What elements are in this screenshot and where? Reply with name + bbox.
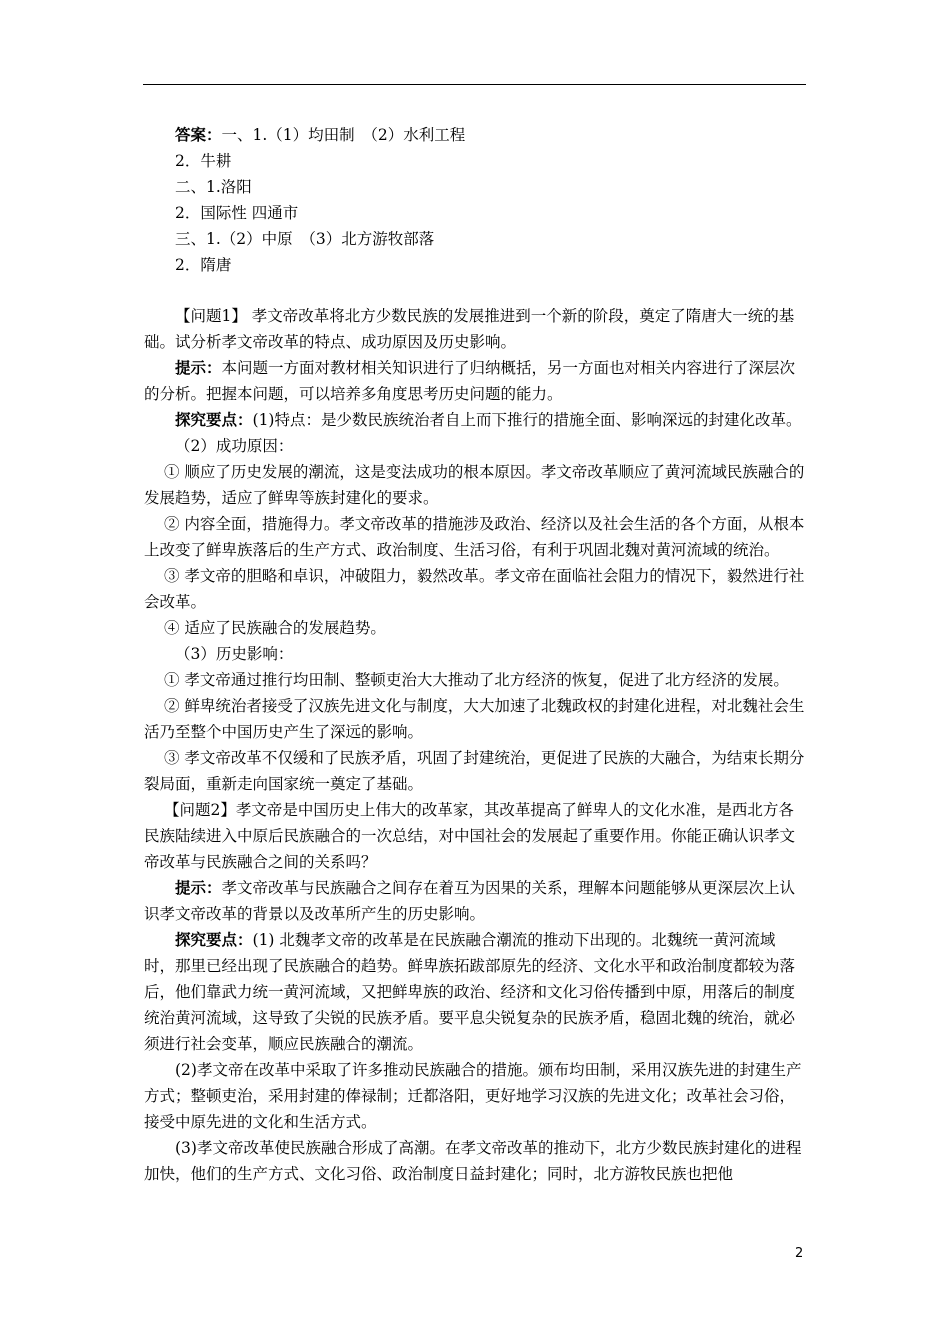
answers-line-6: 2．隋唐 [175,256,232,274]
question-1-impact-1: ① 孝文帝通过推行均田制、整顿吏治大大推动了北方经济的恢复，促进了北方经济的发展。 [164,671,789,689]
question-1-reason-4: ④ 适应了民族融合的发展趋势。 [164,619,386,637]
answers-line-2: 2．牛耕 [175,152,232,170]
question-2-section [144,797,806,1187]
answers-section [144,122,806,278]
question-1-reason-1: ① 顺应了历史发展的潮流，这是变法成功的根本原因。孝文帝改革顺应了黄河流域民族融合的发展趋势，适应了鲜卑等族封建化的要求。 [144,463,805,507]
page-number: 2 [795,1246,804,1261]
question-1-impact-2: ② 鲜卑统治者接受了汉族先进文化与制度，大大加速了北魏政权的封建化进程，对北魏社会生活乃至整个中国历史产生了深远的影响。 [144,697,805,741]
question-2-title: 【问题2】 [164,801,236,819]
question-2-key-point-3: (3)孝文帝改革使民族融合形成了高潮。在孝文帝改革的推动下，北方少数民族封建化的进程加快，他们的生产方式、文化习俗、政治制度日益封建化；同时，北方游牧民族也把他 [144,1139,802,1183]
question-1-impact-3: ③ 孝文帝改革不仅缓和了民族矛盾，巩固了封建统治，更促进了民族的大融合，为结束长期分裂局面，重新走向国家统一奠定了基础。 [144,749,805,793]
question-1-prompt: 【问题1】 孝文帝改革将北方少数民族的发展推进到一个新的阶段，奠定了隋唐大一统的基础。试分析孝文帝改革的特点、成功原因及历史影响。 [144,307,795,351]
question-1-reason-3: ③ 孝文帝的胆略和卓识，冲破阻力，毅然改革。孝文帝在面临社会阻力的情况下，毅然进行社会改革。 [144,567,805,611]
question-1-section [144,303,806,797]
answers-line-1: 答案：一、1.（1）均田制 （2）水利工程 [175,125,466,144]
answers-label: 答案： [175,125,222,144]
answers-line-4: 2．国际性 四通市 [175,204,299,222]
question-1-reason-2: ② 内容全面，措施得力。孝文帝改革的措施涉及政治、经济以及社会生活的各个方面，从根本上改变了鲜卑族落后的生产方式、政治制度、生活习俗，有利于巩固北魏对黄河流域的统治。 [144,515,805,559]
question-1-hint: 提示：本问题一方面对教材相关知识进行了归纳概括，另一方面也对相关内容进行了深层次的分析。把握本问题，可以培养多角度思考历史问题的能力。 [144,358,796,403]
answers-line-3: 二、1.洛阳 [175,178,252,196]
question-2-key-point-1: 探究要点：(1) 北魏孝文帝的改革是在民族融合潮流的推动下出现的。北魏统一黄河流域时，那里已经出现了民族融合的趋势。鲜卑族拓跋部原先的经济、文化水平和政治制度都较为落后，他们靠武力统一黄河流域，又把鲜卑族的政治、经济和文化习俗传播到中原，用落后的制度统治黄河流域，这导致了尖锐的民族矛盾。要平息尖锐复杂的民族矛盾，稳固北魏的统治，就必须进行社会变革，顺应民族融合的潮流。 [144,930,796,1053]
question-1-reason-heading: （2）成功原因： [175,437,294,455]
question-1-key-point: 探究要点：(1)特点：是少数民族统治者自上而下推行的措施全面、影响深远的封建化改革。 [175,410,802,429]
question-1-title: 【问题1】 [175,307,247,325]
question-2-hint: 提示：孝文帝改革与民族融合之间存在着互为因果的关系，理解本问题能够从更深层次上认识孝文帝改革的背景以及改革所产生的历史影响。 [144,878,796,923]
document-body [144,122,806,1187]
question-2-key-point-2: (2)孝文帝在改革中采取了许多推动民族融合的措施。颁布均田制，采用汉族先进的封建生产方式；整顿吏治，采用封建的俸禄制；迁都洛阳，更好地学习汉族的先进文化；改革社会习俗，接受中原先进的文化和生活方式。 [144,1061,802,1131]
question-1-impact-heading: （3）历史影响： [175,645,294,663]
header-rule [143,84,806,85]
answers-line-5: 三、1.（2）中原 （3）北方游牧部落 [175,230,435,248]
question-2-prompt: 【问题2】孝文帝是中国历史上伟大的改革家，其改革提高了鲜卑人的文化水准，是西北方各民族陆续进入中原后民族融合的一次总结，对中国社会的发展起了重要作用。你能正确认识孝文帝改革与民族融合之间的关系吗？ [144,801,796,871]
